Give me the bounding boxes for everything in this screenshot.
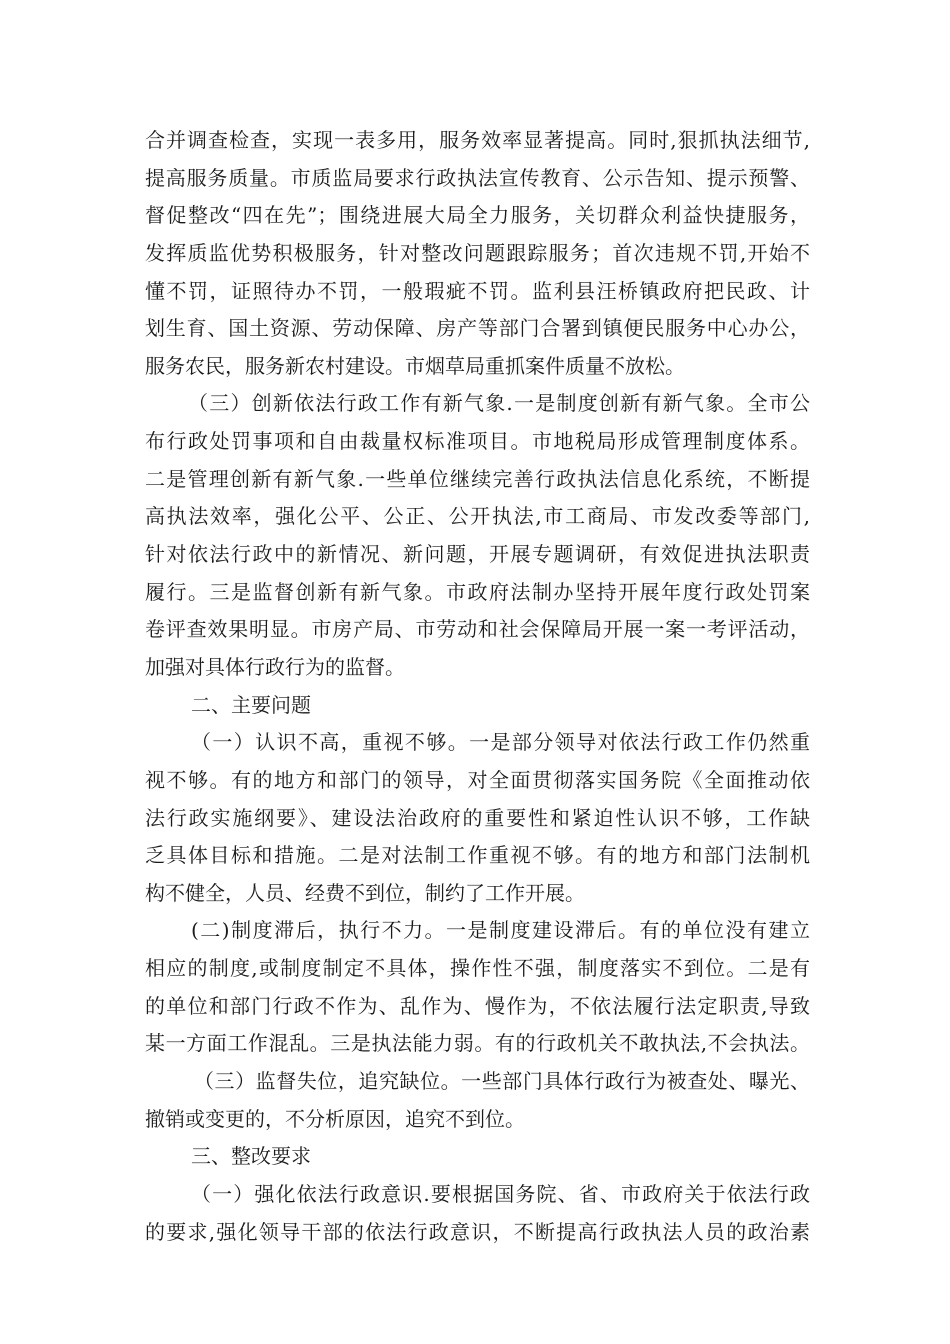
text-line: （一）认识不高，重视不够。一是部分领导对依法行政工作仍然重	[191, 730, 810, 755]
text-line: 督促整改“四在先”；围绕进展大局全力服务，关切群众利益快捷服务，	[145, 203, 810, 228]
text-line: 二是管理创新有新气象.一些单位继续完善行政执法信息化系统，不断提	[145, 466, 810, 491]
text-line: （三）监督失位，追究缺位。一些部门具体行政行为被查处、曝光、	[194, 1069, 810, 1094]
text-line: 相应的制度,或制度制定不具体，操作性不强，制度落实不到位。二是有	[145, 956, 810, 981]
text-line: 卷评查效果明显。市房产局、市劳动和社会保障局开展一案一考评活动，	[145, 617, 810, 642]
text-line: 法行政实施纲要》、建设法治政府的重要性和紧迫性认识不够，工作缺	[145, 805, 810, 830]
text-line: 某一方面工作混乱。三是执法能力弱。有的行政机关不敢执法,不会执法。	[145, 1031, 810, 1056]
section-heading: 三、整改要求	[191, 1144, 311, 1169]
text-line: 合并调查检查，实现一表多用，服务效率显著提高。同时,狠抓执法细节,	[145, 128, 810, 152]
text-line: 发挥质监优势积极服务，针对整改问题跟踪服务；首次违规不罚,开始不	[145, 240, 810, 265]
text-line: 的单位和部门行政不作为、乱作为、慢作为，不依法履行法定职责,导致	[145, 993, 810, 1018]
text-line: 懂不罚，证照待办不罚，一般瑕疵不罚。监利县汪桥镇政府把民政、计	[145, 278, 810, 303]
text-line: 划生育、国土资源、劳动保障、房产等部门合署到镇便民服务中心办公，	[145, 316, 810, 341]
text-line: 构不健全，人员、经费不到位，制约了工作开展。	[145, 880, 585, 905]
text-line: 视不够。有的地方和部门的领导，对全面贯彻落实国务院《全面推动依	[145, 767, 810, 792]
text-line: (二)制度滞后，执行不力。一是制度建设滞后。有的单位没有建立	[191, 918, 810, 943]
text-line: （一）强化依法行政意识.要根据国务院、省、市政府关于依法行政	[191, 1181, 810, 1206]
text-line: 提高服务质量。市质监局要求行政执法宣传教育、公示告知、提示预警、	[145, 165, 810, 190]
document-body	[145, 122, 810, 1251]
text-line: 服务农民，服务新农村建设。市烟草局重抓案件质量不放松。	[145, 353, 685, 378]
text-line: 布行政处罚事项和自由裁量权标准项目。市地税局形成管理制度体系。	[145, 429, 810, 454]
text-line: 高执法效率，强化公平、公正、公开执法,市工商局、市发改委等部门,	[145, 504, 810, 529]
text-line: 的要求,强化领导干部的依法行政意识，不断提高行政执法人员的政治素	[145, 1219, 810, 1244]
text-line: 撤销或变更的，不分析原因，追究不到位。	[145, 1106, 525, 1131]
text-line: 加强对具体行政行为的监督。	[145, 654, 405, 679]
text-line: 乏具体目标和措施。二是对法制工作重视不够。有的地方和部门法制机	[145, 843, 810, 868]
section-heading: 二、主要问题	[191, 692, 311, 717]
text-line: （三）创新依法行政工作有新气象.一是制度创新有新气象。全市公	[188, 391, 810, 416]
text-line: 针对依法行政中的新情况、新问题，开展专题调研，有效促进执法职责	[145, 542, 810, 567]
text-line: 履行。三是监督创新有新气象。市政府法制办坚持开展年度行政处罚案	[145, 579, 810, 604]
